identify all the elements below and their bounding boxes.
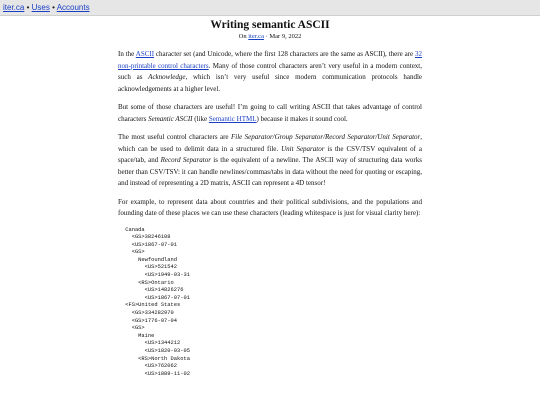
text: (like <box>192 114 209 123</box>
nav-separator: • <box>26 3 30 12</box>
text: is the CSV/TSV equivalent of a space/tab, and <box>118 144 423 164</box>
byline-date: · Mar 9, 2022 <box>263 33 302 40</box>
emphasis: Semantic ASCII <box>148 114 193 123</box>
paragraph-example: For example, to represent data about countries and their political subdivisions, and the populations and founding date of these places we can use these characters (leading whitespace is just for visual clarity here): <box>118 197 422 217</box>
text: But some of those characters are useful! I’m going to call writing ASCII that takes advantage of control characters <box>118 103 422 123</box>
text: The most useful control characters are <box>118 133 231 141</box>
text: . Many of those control characters aren’t very useful in a modern context, such as <box>118 61 422 81</box>
text: character set (and Unicode, where the first 128 characters are the same as ASCII), there are <box>154 50 415 58</box>
ascii-link[interactable]: ASCII <box>135 50 155 58</box>
byline <box>118 32 422 41</box>
nav-link-home[interactable]: iter.ca <box>3 3 25 12</box>
text: , which isn’t very useful since modern communication protocols handle acknowledgements at a higher level. <box>118 73 422 93</box>
semantic-html-link[interactable]: Semantic HTML <box>208 114 257 123</box>
text: In the <box>118 50 136 58</box>
code-block: Canada <GS>38246108 <US>1867-07-01 <GS> Newfoundland <US>521542 <US>1949-03-31 <RS>Ontario <US>14826276 <US>1867-07-01 <FS>United States <GS>334282970 <GS>1776-07-04 <GS> Maine <US>1344212 <US>1820-03-05 <RS>North Dakota <US>762062 <US>1889-11-02 <box>125 226 190 377</box>
article-title: Writing semantic ASCII <box>210 19 330 31</box>
paragraph-intro <box>118 49 422 95</box>
site-nav <box>0 0 540 16</box>
nav-separator: • <box>52 3 55 12</box>
byline-site-link[interactable]: iter.ca <box>248 33 264 40</box>
text: , which can be used to delimit data in a structured file. <box>118 133 422 153</box>
control-characters-link[interactable]: 32 non-printable control characters <box>118 50 422 70</box>
article <box>118 18 422 378</box>
byline-prefix: On <box>238 33 249 40</box>
emphasis: Unit Separator <box>281 144 325 153</box>
paragraph-separators <box>118 132 422 190</box>
text: ) because it makes it sound cool. <box>256 114 348 123</box>
paragraph-semantic <box>118 102 422 125</box>
text: is the equivalent of a newline. The ASCII way of structuring data works better than CSV/TSV: it can handle newlines/commas/tabs in data without the need for quoting or escaping, and instead of representing a 2D matrix, ASCII can represent a 4D tensor! <box>118 156 422 187</box>
nav-link-accounts[interactable]: Accounts <box>56 3 90 12</box>
emphasis: Record Separator <box>160 156 211 164</box>
nav-link-uses[interactable]: Uses <box>31 3 50 12</box>
emphasis: File Separator/Group Separator/Record Separator/Unit Separator <box>230 133 421 141</box>
emphasis: Acknowledge <box>148 73 186 81</box>
